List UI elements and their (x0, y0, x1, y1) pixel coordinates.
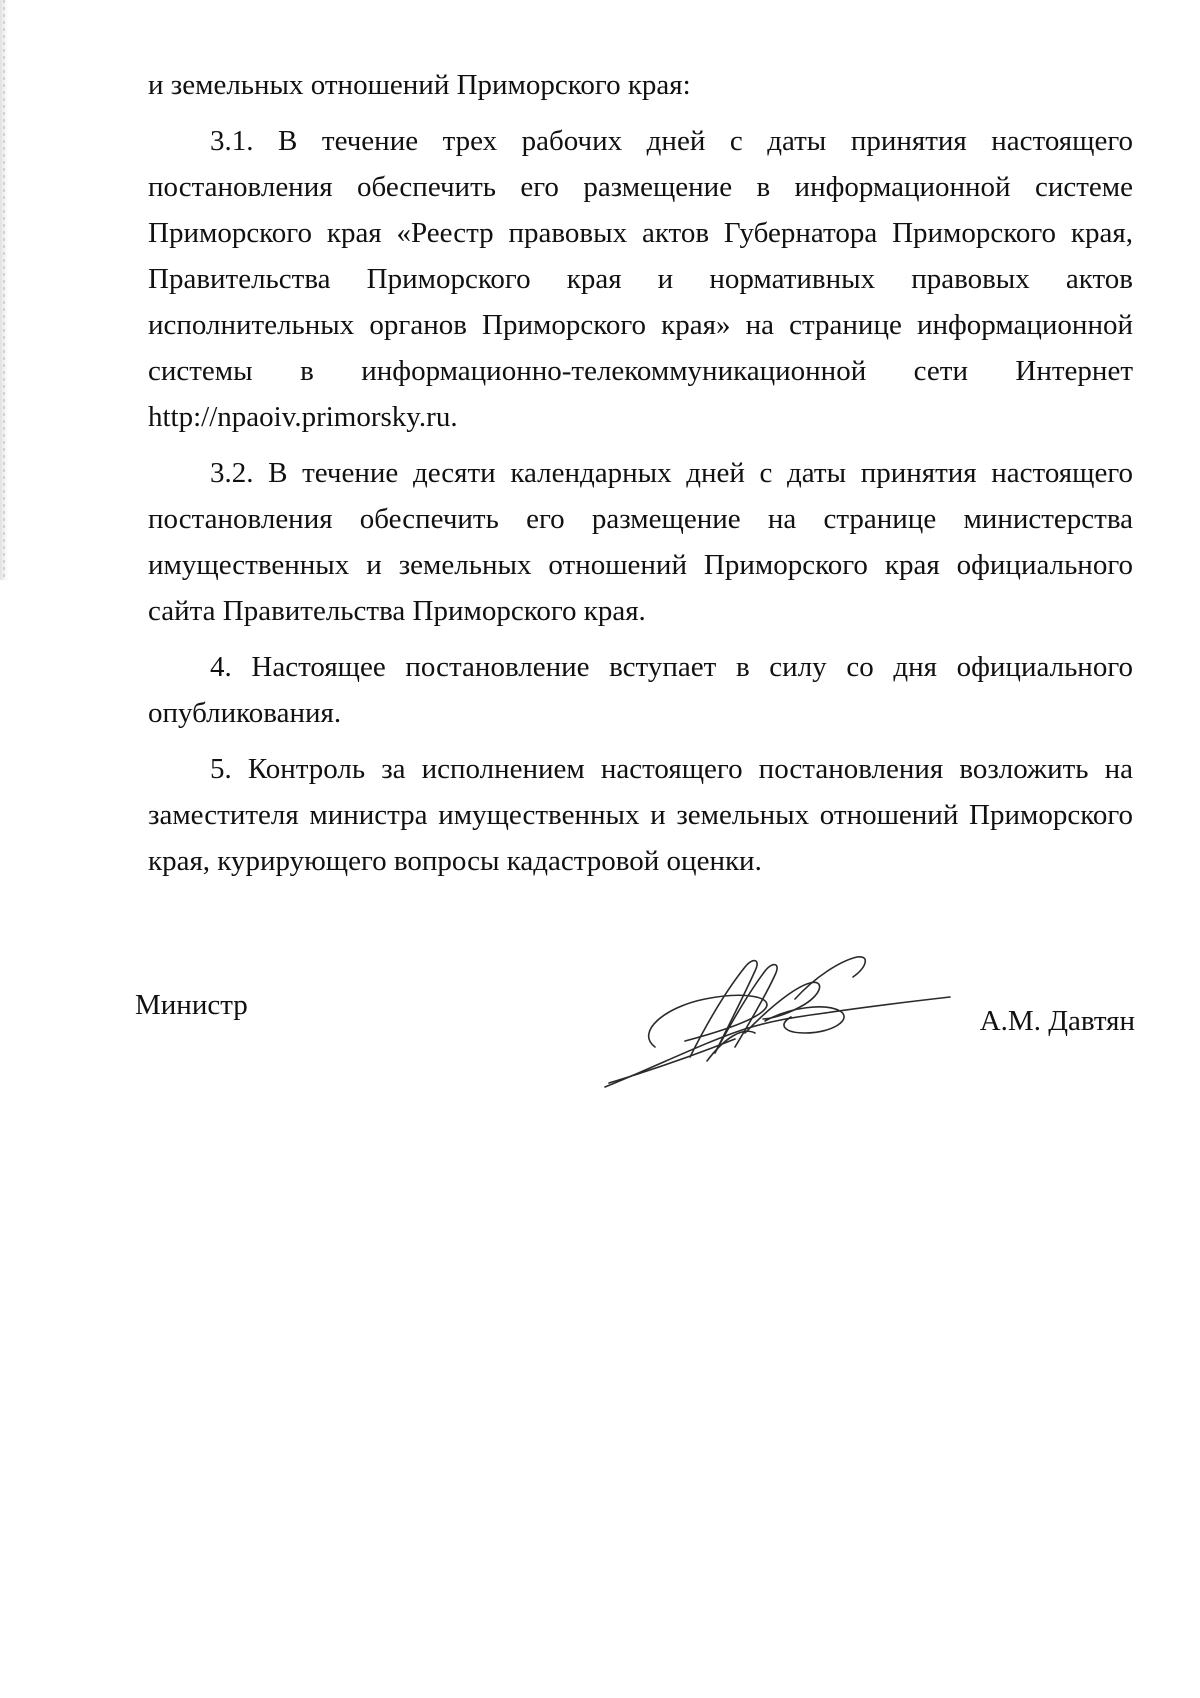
paragraph-4: 4. Настоящее постановление вступает в силу со дня официального опубликования. (148, 651, 1133, 729)
document-body (148, 62, 1133, 884)
handwritten-signature (595, 937, 955, 1107)
signatory-title: Министр (135, 989, 248, 1021)
paragraph-3-1: 3.1. В течение трех рабочих дней с даты принятия настоящего постановления обеспечить его размещение в информационной системе Приморского края «Реестр правовых актов Губернатора Приморского края, Правительства Приморского края и нормативных правовых актов исполнительных органов Приморского края» на странице информационной системы в информационно-телекоммуникационной сети Интернет http://npaoiv.primorsky.ru. (148, 125, 1133, 433)
signature-block (135, 975, 1135, 1105)
intro-line: и земельных отношений Приморского края: (148, 69, 691, 101)
signatory-name: А.М. Давтян (979, 1005, 1135, 1037)
scan-edge-artifact (0, 0, 9, 580)
paragraph-3-2: 3.2. В течение десяти календарных дней с даты принятия настоящего постановления обеспечить его размещение на странице министерства имущественных и земельных отношений Приморского края официального сайта Правительства Приморского края. (148, 457, 1133, 627)
paragraph-5: 5. Контроль за исполнением настоящего постановления возложить на заместителя министра имущественных и земельных отношений Приморского края, курирующего вопросы кадастровой оценки. (148, 753, 1133, 877)
